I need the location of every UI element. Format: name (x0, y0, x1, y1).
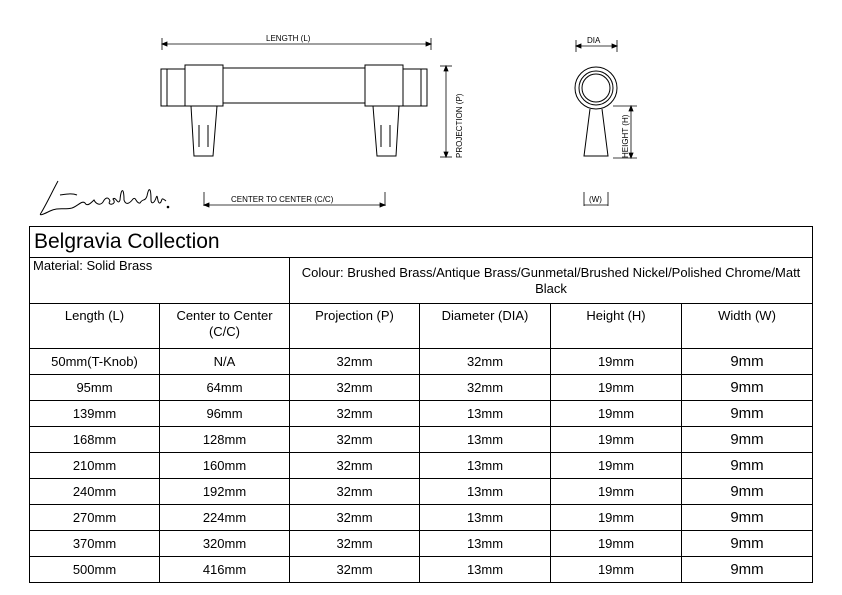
header-height: Height (H) (551, 304, 682, 349)
dia-label: DIA (587, 36, 601, 45)
cell-projection: 32mm (290, 557, 420, 583)
cell-diameter: 13mm (420, 557, 551, 583)
title-row (30, 227, 813, 258)
cell-height: 19mm (551, 479, 682, 505)
cell-height: 19mm (551, 375, 682, 401)
width-label: (W) (589, 195, 602, 204)
cell-c2c: 192mm (160, 479, 290, 505)
cell-length: 210mm (30, 453, 160, 479)
cell-diameter: 13mm (420, 427, 551, 453)
table-row (30, 479, 813, 505)
cell-c2c: 416mm (160, 557, 290, 583)
header-c2c: Center to Center (C/C) (160, 304, 290, 349)
info-row (30, 258, 813, 304)
cell-length: 270mm (30, 505, 160, 531)
cell-height: 19mm (551, 557, 682, 583)
cell-width: 9mm (682, 557, 813, 583)
cell-length: 500mm (30, 557, 160, 583)
header-row (30, 304, 813, 349)
cell-projection: 32mm (290, 375, 420, 401)
table-row (30, 401, 813, 427)
cell-width: 9mm (682, 427, 813, 453)
cell-projection: 32mm (290, 505, 420, 531)
cell-width: 9mm (682, 401, 813, 427)
cell-c2c: 96mm (160, 401, 290, 427)
cell-length: 240mm (30, 479, 160, 505)
cell-length: 370mm (30, 531, 160, 557)
cell-height: 19mm (551, 505, 682, 531)
header-projection: Projection (P) (290, 304, 420, 349)
projection-dimension (440, 66, 452, 157)
cell-diameter: 13mm (420, 505, 551, 531)
spec-table (29, 226, 813, 583)
cell-c2c: N/A (160, 349, 290, 375)
handle-diagram (0, 0, 842, 226)
table-row (30, 453, 813, 479)
cell-projection: 32mm (290, 453, 420, 479)
cell-c2c: 128mm (160, 427, 290, 453)
cell-c2c: 64mm (160, 375, 290, 401)
handle-side-view (575, 67, 617, 156)
cell-projection: 32mm (290, 349, 420, 375)
cell-height: 19mm (551, 531, 682, 557)
c2c-label: CENTER TO CENTER (C/C) (231, 195, 334, 204)
header-width: Width (W) (682, 304, 813, 349)
signature (40, 181, 168, 215)
technical-drawing (0, 0, 842, 226)
cell-diameter: 13mm (420, 479, 551, 505)
projection-label: PROJECTION (P) (455, 93, 464, 158)
cell-diameter: 13mm (420, 401, 551, 427)
cell-diameter: 13mm (420, 531, 551, 557)
cell-height: 19mm (551, 453, 682, 479)
collection-title: Belgravia Collection (30, 227, 813, 258)
cell-projection: 32mm (290, 427, 420, 453)
cell-width: 9mm (682, 349, 813, 375)
table-row (30, 531, 813, 557)
length-label: LENGTH (L) (266, 34, 311, 43)
cell-length: 168mm (30, 427, 160, 453)
cell-width: 9mm (682, 505, 813, 531)
handle-front-view (161, 65, 427, 156)
cell-projection: 32mm (290, 479, 420, 505)
cell-c2c: 224mm (160, 505, 290, 531)
cell-length: 139mm (30, 401, 160, 427)
cell-diameter: 13mm (420, 453, 551, 479)
colour-info: Colour: Brushed Brass/Antique Brass/Gunmetal/Brushed Nickel/Polished Chrome/Matt Black (290, 258, 813, 304)
table-row (30, 375, 813, 401)
table-row (30, 427, 813, 453)
cell-length: 95mm (30, 375, 160, 401)
cell-width: 9mm (682, 479, 813, 505)
cell-projection: 32mm (290, 531, 420, 557)
cell-width: 9mm (682, 375, 813, 401)
cell-height: 19mm (551, 401, 682, 427)
header-length: Length (L) (30, 304, 160, 349)
cell-projection: 32mm (290, 401, 420, 427)
material-info: Material: Solid Brass (30, 258, 290, 304)
table-row (30, 557, 813, 583)
cell-diameter: 32mm (420, 375, 551, 401)
cell-width: 9mm (682, 531, 813, 557)
cell-length: 50mm(T-Knob) (30, 349, 160, 375)
cell-width: 9mm (682, 453, 813, 479)
cell-c2c: 320mm (160, 531, 290, 557)
table-row (30, 505, 813, 531)
height-label: HEIGHT (H) (621, 114, 630, 158)
header-diameter: Diameter (DIA) (420, 304, 551, 349)
cell-c2c: 160mm (160, 453, 290, 479)
table-row (30, 349, 813, 375)
cell-height: 19mm (551, 349, 682, 375)
cell-diameter: 32mm (420, 349, 551, 375)
cell-height: 19mm (551, 427, 682, 453)
